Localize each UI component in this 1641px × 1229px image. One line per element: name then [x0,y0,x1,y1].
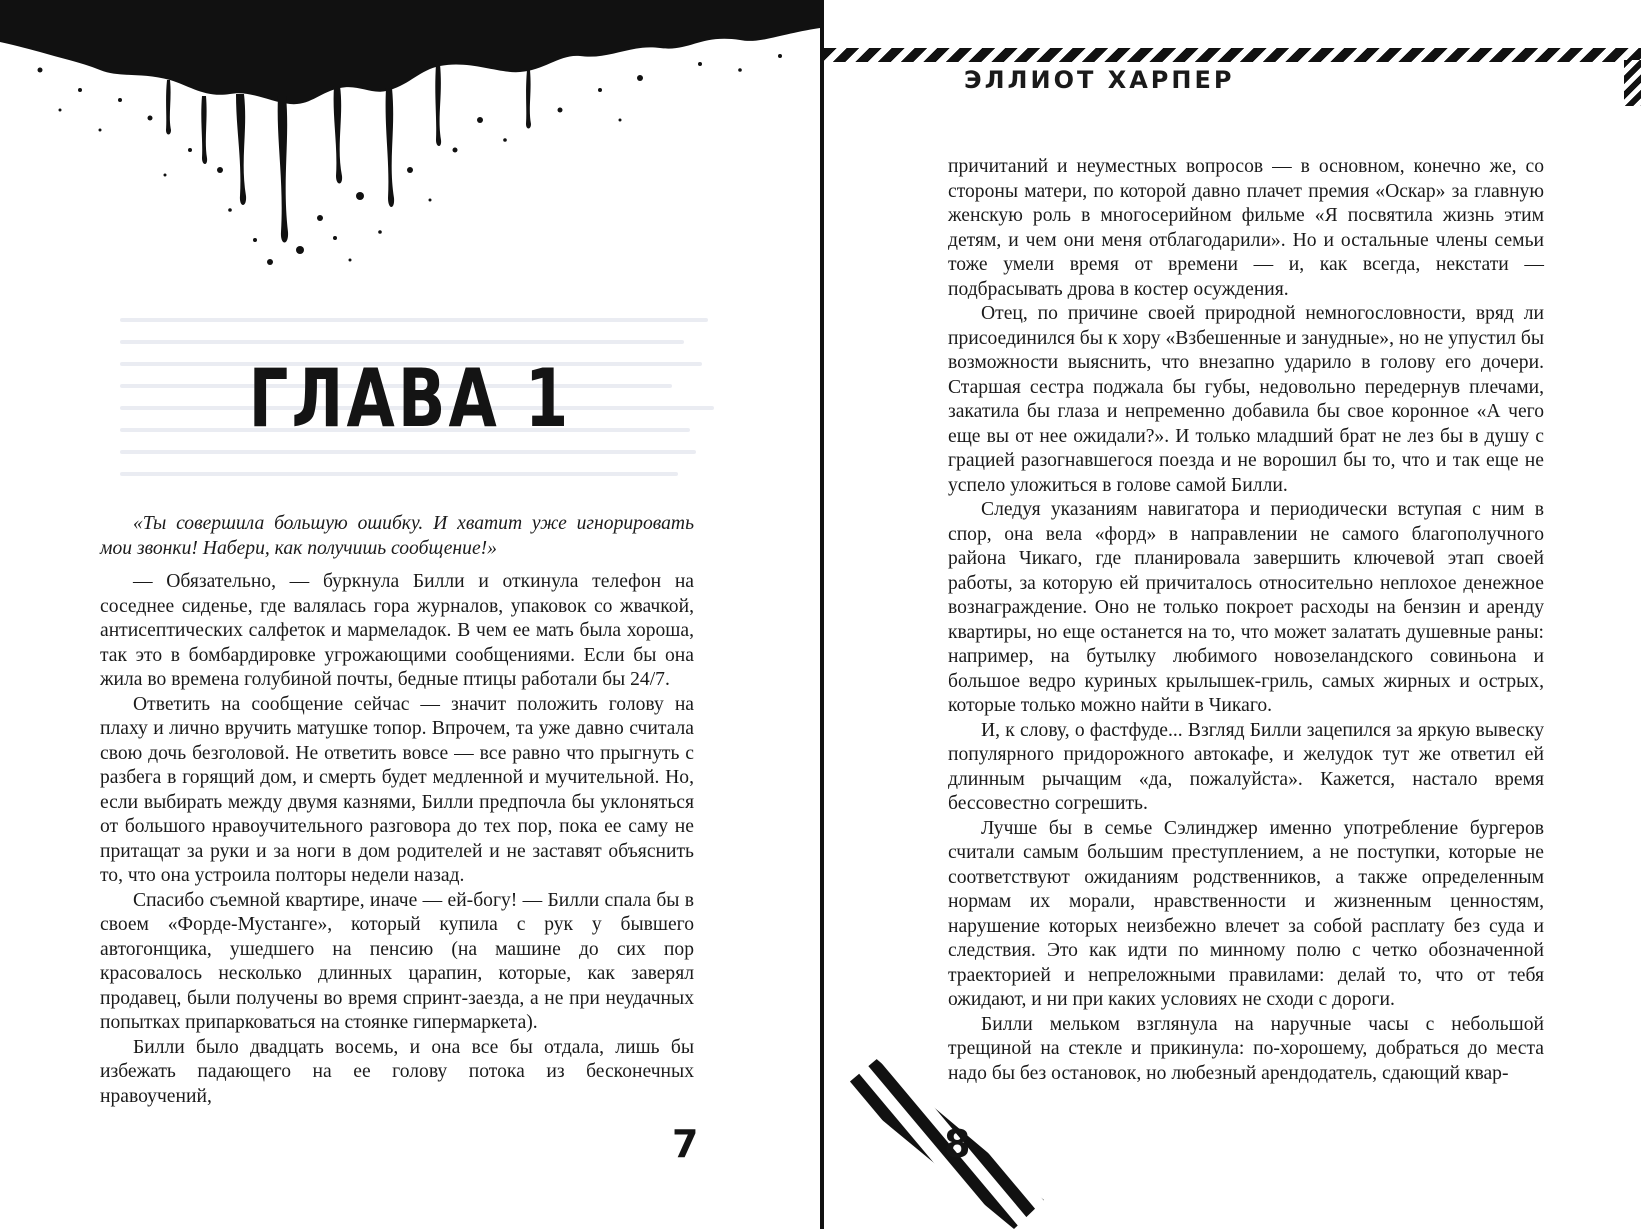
paragraph: Следуя указаниям навигатора и периодически вступая с ним в спор, она вела «форд» в направлении не самого благополучного района Чикаго, где планировала завершить ключевой этап своей работы, за которую ей причиталось относительно неплохое денежное вознаграждение. Оно не только покроет расходы на бензин и аренду квартиры, но еще останется на то, что может залатать душевные раны: например, на бутылку любимого новозеландского совиньона и большое ведро куриных крылышек-гриль, самых жирных и острых, которые только можно найти в Чикаго. [948,499,1544,716]
paragraph: Билли мельком взглянула на наручные часы с небольшой трещиной на стекле и прикинула: по-хорошему, добраться до места надо бы без остановок, но любезный арендодатель, сдающий квар- [948,1013,1544,1084]
left-body-text [100,570,694,1109]
diagonal-stripe-icon [824,1040,1044,1229]
paragraph: — Обязательно, — буркнула Билли и откинула телефон на соседнее сиденье, где валялась гора журналов, упаковок со жвачкой, антисептических салфеток и мармеладок. В чем ее мать была хороша, так это в бомбардировке угрожающими сообщениями. Если бы она жила во времена голубиной почты, бедные птицы работали бы 24/7. [100,571,694,690]
page-number-left: 7 [672,1122,699,1166]
hatched-corner-band [1624,60,1641,106]
paragraph: причитаний и неуместных вопросов — в основном, конечно же, со стороны матери, по которой давно плачет премия «Оскар» за главную женскую роль в многосерийном фильме «Я посвятила жизнь этим детям, и чем они меня отблагодарили». Но и остальные члены семьи тоже умели время от времени — и, как всегда, некстати — подбрасывать дрова в костер осуждения. [948,156,1544,300]
right-body-text [948,155,1544,1086]
paragraph: Лучше бы в семье Сэлинджер именно употребление бургеров считали самым большим преступлением, а не поступки, которые не соответствуют ожиданиям родственников, а также определенным нормам их морали, нравственности и жизненным ценностям, нарушение которых неизбежно влечет за собой расплату без суда и следствия. Это как идти по минному полю с четко обозначенной траекторией и непреложными правилами: делай то, что от тебя ожидают, и ни при каких условиях не сходи с дороги. [948,817,1544,1010]
running-head: ЭЛЛИОТ ХАРПЕР [964,66,1235,94]
paragraph: Отец, по причине своей природной немногословности, вряд ли присоединился бы к хору «Взбешенные и занудные», но не упустил бы возможности выяснить, что внезапно ударило в голову его дочери. Старшая сестра поджала бы губы, недовольно передернув плечами, закатила бы глаза и непременно добавила бы свое коронное «А чего еще вы от нее ожидали?». И только младший брат не лез бы в душу с грацией разогнавшегося поезда и не ворошил бы то, что и так еще не успело уложиться в голове самой Билли. [948,303,1544,496]
paragraph: Ответить на сообщение сейчас — значит положить голову на плаху и лично вручить матушке топор. Впрочем, та уже давно считала свою дочь безголовой. Не ответить вовсе — все равно что прыгнуть с разбега в горящий дом, и смерть будет медленной и мучительной. Но, если выбирать между двумя казнями, Билли предпочла бы уклоняться от большого нравоучительного разговора до тех пор, пока ее саму не притащат за руки и за ноги в дом родителей и не заставят объяснить то, что она устроила полторы недели назад. [100,693,694,886]
ink-splatter-icon [0,0,820,290]
paragraph: И, к слову, о фастфуде... Взгляд Билли зацепился за яркую вывеску популярного придорожного автокафе, и желудок тут же ответил ей длинным рычащим «да, пожалуйста». Кажется, настало время бессовестно согрешить. [948,719,1544,814]
epigraph-text: «Ты совершила большую ошибку. И хватит уже игнорировать мои звонки! Набери, как получишь сообщение!» [100,513,694,559]
page-number-right: 8 [944,1122,971,1166]
paragraph: Спасибо съемной квартире, иначе — ей-богу! — Билли спала бы в своем «Форде-Мустанге», который купила с рук у бывшего автогонщика, ушедшего на пенсию (на машине до сих пор красовалось несколько длинных царапин, которые, как заверял продавец, были получены во время спринт-заезда, а не при неудачных попытках припарковаться на стоянке гипермаркета). [100,889,694,1033]
left-page [0,0,820,1229]
right-page [824,0,1641,1229]
epigraph [100,512,694,561]
paragraph: Билли было двадцать восемь, и она все бы отдала, лишь бы избежать падающего на ее голову потока из бесконечных нравоучений, [100,1036,694,1107]
hatched-header-band [824,48,1641,62]
chapter-title: ГЛАВА 1 [248,352,572,445]
